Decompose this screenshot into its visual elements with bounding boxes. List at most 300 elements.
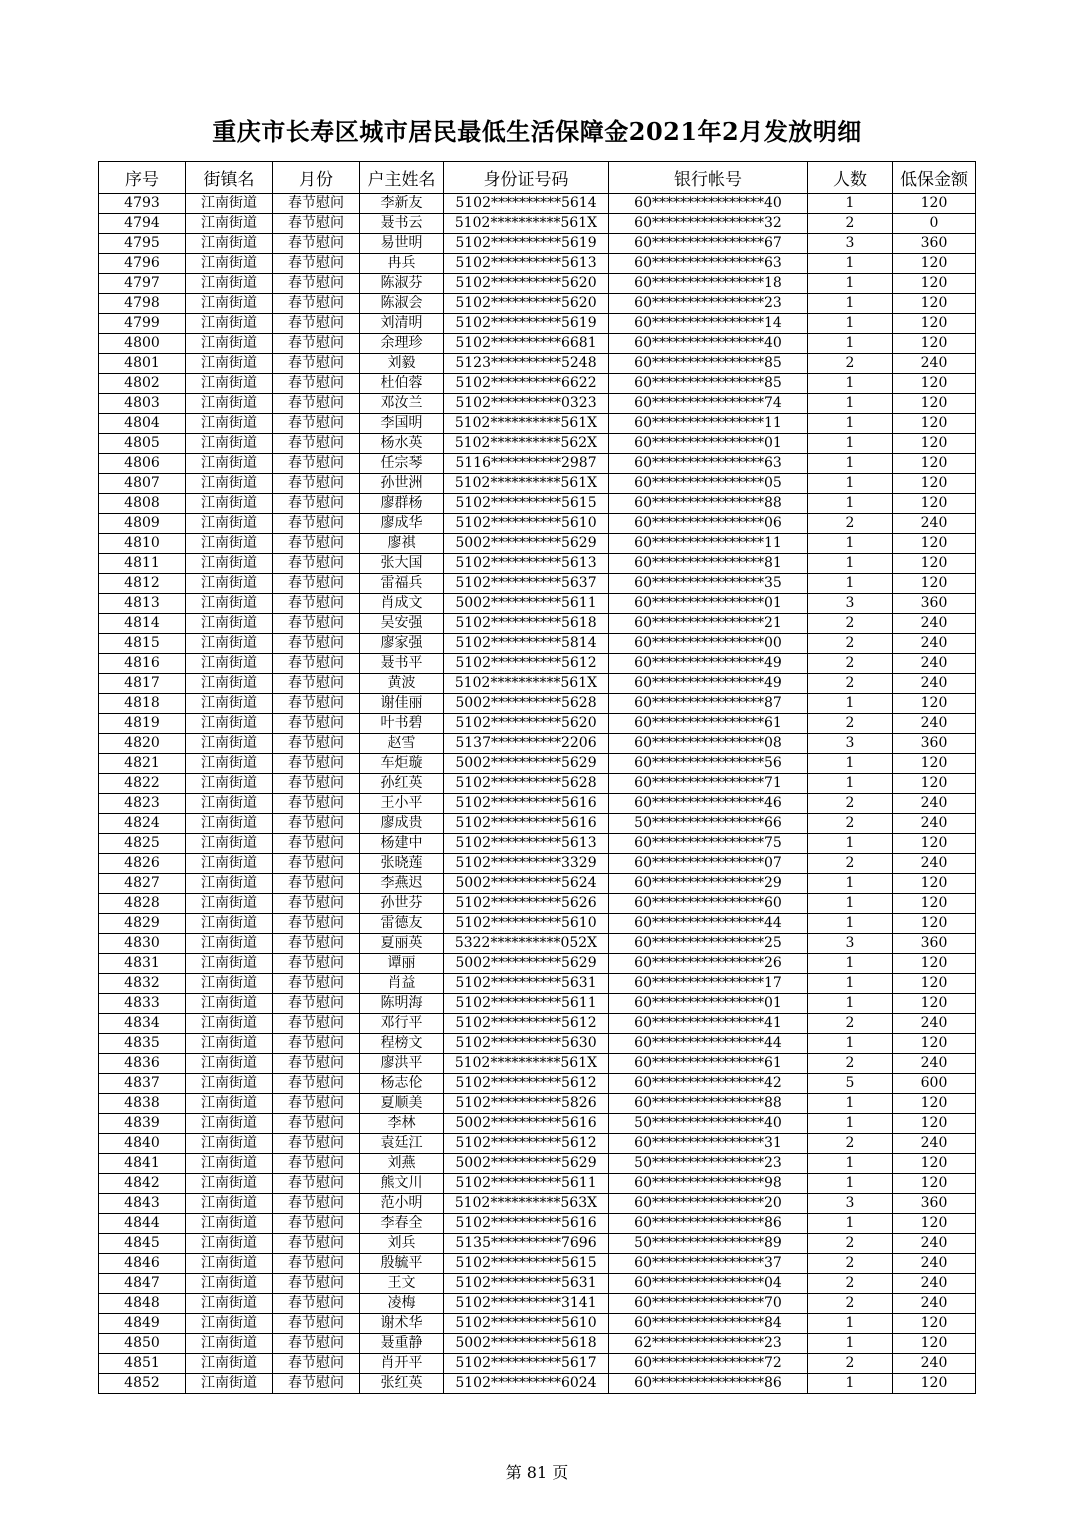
id-number-cell: 5322**********052X <box>444 934 609 954</box>
amount-cell: 120 <box>893 434 976 454</box>
householder-cell: 廖祺 <box>360 534 444 554</box>
street-cell: 江南街道 <box>186 394 273 414</box>
month-cell: 春节慰问 <box>273 734 360 754</box>
street-cell: 江南街道 <box>186 834 273 854</box>
amount-cell: 120 <box>893 414 976 434</box>
amount-cell: 240 <box>893 814 976 834</box>
people-count-cell: 2 <box>808 1014 893 1034</box>
street-cell: 江南街道 <box>186 334 273 354</box>
people-count-cell: 1 <box>808 1034 893 1054</box>
bank-account-cell: 60****************74 <box>609 394 808 414</box>
id-number-cell: 5102**********5611 <box>444 994 609 1014</box>
amount-cell: 120 <box>893 994 976 1014</box>
amount-cell: 120 <box>893 454 976 474</box>
amount-cell: 120 <box>893 274 976 294</box>
bank-account-cell: 50****************23 <box>609 1154 808 1174</box>
amount-cell: 120 <box>893 914 976 934</box>
amount-cell: 120 <box>893 374 976 394</box>
serial-cell: 4801 <box>99 354 186 374</box>
id-number-cell: 5002**********5629 <box>444 754 609 774</box>
bank-account-cell: 60****************56 <box>609 754 808 774</box>
street-cell: 江南街道 <box>186 1234 273 1254</box>
amount-cell: 120 <box>893 834 976 854</box>
month-cell: 春节慰问 <box>273 1274 360 1294</box>
people-count-cell: 1 <box>808 494 893 514</box>
householder-cell: 雷德友 <box>360 914 444 934</box>
people-count-cell: 2 <box>808 654 893 674</box>
column-header: 身份证号码 <box>444 162 609 194</box>
table-row <box>99 1354 976 1374</box>
month-cell: 春节慰问 <box>273 1194 360 1214</box>
bank-account-cell: 60****************88 <box>609 494 808 514</box>
id-number-cell: 5102**********561X <box>444 474 609 494</box>
column-header: 银行帐号 <box>609 162 808 194</box>
id-number-cell: 5002**********5628 <box>444 694 609 714</box>
people-count-cell: 1 <box>808 754 893 774</box>
amount-cell: 120 <box>893 774 976 794</box>
street-cell: 江南街道 <box>186 734 273 754</box>
street-cell: 江南街道 <box>186 594 273 614</box>
people-count-cell: 1 <box>808 1314 893 1334</box>
table-row <box>99 534 976 554</box>
table-row <box>99 1254 976 1274</box>
bank-account-cell: 60****************86 <box>609 1374 808 1394</box>
serial-cell: 4795 <box>99 234 186 254</box>
month-cell: 春节慰问 <box>273 354 360 374</box>
serial-cell: 4815 <box>99 634 186 654</box>
table-body <box>99 194 976 1394</box>
householder-cell: 叶书碧 <box>360 714 444 734</box>
bank-account-cell: 50****************66 <box>609 814 808 834</box>
street-cell: 江南街道 <box>186 1134 273 1154</box>
householder-cell: 邓汝兰 <box>360 394 444 414</box>
amount-cell: 240 <box>893 1354 976 1374</box>
amount-cell: 120 <box>893 494 976 514</box>
table-row <box>99 854 976 874</box>
amount-cell: 240 <box>893 794 976 814</box>
table-row <box>99 334 976 354</box>
month-cell: 春节慰问 <box>273 1334 360 1354</box>
householder-cell: 聂书云 <box>360 214 444 234</box>
month-cell: 春节慰问 <box>273 754 360 774</box>
amount-cell: 240 <box>893 1294 976 1314</box>
serial-cell: 4798 <box>99 294 186 314</box>
table-row <box>99 894 976 914</box>
id-number-cell: 5002**********5618 <box>444 1334 609 1354</box>
bank-account-cell: 60****************71 <box>609 774 808 794</box>
householder-cell: 肖开平 <box>360 1354 444 1374</box>
bank-account-cell: 60****************85 <box>609 354 808 374</box>
month-cell: 春节慰问 <box>273 514 360 534</box>
serial-cell: 4846 <box>99 1254 186 1274</box>
people-count-cell: 3 <box>808 734 893 754</box>
people-count-cell: 3 <box>808 594 893 614</box>
table-row <box>99 794 976 814</box>
bank-account-cell: 60****************49 <box>609 674 808 694</box>
serial-cell: 4840 <box>99 1134 186 1154</box>
id-number-cell: 5102**********561X <box>444 214 609 234</box>
month-cell: 春节慰问 <box>273 1134 360 1154</box>
table-row <box>99 594 976 614</box>
amount-cell: 240 <box>893 854 976 874</box>
bank-account-cell: 60****************40 <box>609 334 808 354</box>
people-count-cell: 1 <box>808 574 893 594</box>
people-count-cell: 3 <box>808 934 893 954</box>
table-row <box>99 734 976 754</box>
id-number-cell: 5102**********5620 <box>444 294 609 314</box>
bank-account-cell: 60****************84 <box>609 1314 808 1334</box>
page-number: 第 81 页 <box>505 1463 569 1482</box>
table-row <box>99 1294 976 1314</box>
id-number-cell: 5137**********2206 <box>444 734 609 754</box>
month-cell: 春节慰问 <box>273 254 360 274</box>
month-cell: 春节慰问 <box>273 834 360 854</box>
householder-cell: 吴安强 <box>360 614 444 634</box>
id-number-cell: 5102**********5614 <box>444 194 609 214</box>
householder-cell: 车炬璇 <box>360 754 444 774</box>
street-cell: 江南街道 <box>186 494 273 514</box>
id-number-cell: 5102**********5620 <box>444 714 609 734</box>
bank-account-cell: 60****************63 <box>609 254 808 274</box>
serial-cell: 4794 <box>99 214 186 234</box>
street-cell: 江南街道 <box>186 1194 273 1214</box>
people-count-cell: 1 <box>808 294 893 314</box>
street-cell: 江南街道 <box>186 934 273 954</box>
amount-cell: 120 <box>893 574 976 594</box>
id-number-cell: 5102**********5814 <box>444 634 609 654</box>
householder-cell: 廖家强 <box>360 634 444 654</box>
street-cell: 江南街道 <box>186 914 273 934</box>
serial-cell: 4825 <box>99 834 186 854</box>
bank-account-cell: 60****************00 <box>609 634 808 654</box>
month-cell: 春节慰问 <box>273 794 360 814</box>
people-count-cell: 1 <box>808 254 893 274</box>
month-cell: 春节慰问 <box>273 654 360 674</box>
bank-account-cell: 60****************26 <box>609 954 808 974</box>
id-number-cell: 5123**********5248 <box>444 354 609 374</box>
table-row <box>99 974 976 994</box>
id-number-cell: 5102**********6622 <box>444 374 609 394</box>
id-number-cell: 5102**********5620 <box>444 274 609 294</box>
amount-cell: 120 <box>893 1314 976 1334</box>
serial-cell: 4802 <box>99 374 186 394</box>
bank-account-cell: 50****************40 <box>609 1114 808 1134</box>
month-cell: 春节慰问 <box>273 1154 360 1174</box>
people-count-cell: 2 <box>808 1294 893 1314</box>
month-cell: 春节慰问 <box>273 814 360 834</box>
table-row <box>99 314 976 334</box>
bank-account-cell: 60****************46 <box>609 794 808 814</box>
people-count-cell: 1 <box>808 954 893 974</box>
id-number-cell: 5102**********3329 <box>444 854 609 874</box>
street-cell: 江南街道 <box>186 1074 273 1094</box>
street-cell: 江南街道 <box>186 654 273 674</box>
serial-cell: 4828 <box>99 894 186 914</box>
table-row <box>99 674 976 694</box>
id-number-cell: 5102**********3141 <box>444 1294 609 1314</box>
table-row <box>99 214 976 234</box>
id-number-cell: 5102**********563X <box>444 1194 609 1214</box>
householder-cell: 雷福兵 <box>360 574 444 594</box>
bank-account-cell: 60****************40 <box>609 194 808 214</box>
id-number-cell: 5102**********0323 <box>444 394 609 414</box>
payment-table <box>98 161 976 1394</box>
serial-cell: 4822 <box>99 774 186 794</box>
householder-cell: 李燕迟 <box>360 874 444 894</box>
street-cell: 江南街道 <box>186 374 273 394</box>
table-row <box>99 774 976 794</box>
householder-cell: 刘清明 <box>360 314 444 334</box>
bank-account-cell: 60****************04 <box>609 1274 808 1294</box>
table-row <box>99 294 976 314</box>
householder-cell: 任宗琴 <box>360 454 444 474</box>
serial-cell: 4826 <box>99 854 186 874</box>
people-count-cell: 1 <box>808 1334 893 1354</box>
month-cell: 春节慰问 <box>273 774 360 794</box>
householder-cell: 张晓莲 <box>360 854 444 874</box>
month-cell: 春节慰问 <box>273 274 360 294</box>
street-cell: 江南街道 <box>186 814 273 834</box>
month-cell: 春节慰问 <box>273 634 360 654</box>
id-number-cell: 5102**********5631 <box>444 1274 609 1294</box>
people-count-cell: 1 <box>808 414 893 434</box>
people-count-cell: 2 <box>808 714 893 734</box>
table-row <box>99 1174 976 1194</box>
bank-account-cell: 60****************49 <box>609 654 808 674</box>
serial-cell: 4845 <box>99 1234 186 1254</box>
id-number-cell: 5002**********5629 <box>444 954 609 974</box>
street-cell: 江南街道 <box>186 1254 273 1274</box>
bank-account-cell: 60****************88 <box>609 1094 808 1114</box>
month-cell: 春节慰问 <box>273 374 360 394</box>
id-number-cell: 5102**********562X <box>444 434 609 454</box>
id-number-cell: 5102**********5618 <box>444 614 609 634</box>
householder-cell: 聂书平 <box>360 654 444 674</box>
householder-cell: 陈明海 <box>360 994 444 1014</box>
month-cell: 春节慰问 <box>273 1354 360 1374</box>
householder-cell: 凌梅 <box>360 1294 444 1314</box>
amount-cell: 120 <box>893 894 976 914</box>
column-header: 户主姓名 <box>360 162 444 194</box>
month-cell: 春节慰问 <box>273 954 360 974</box>
amount-cell: 120 <box>893 874 976 894</box>
id-number-cell: 5102**********5613 <box>444 554 609 574</box>
householder-cell: 李国明 <box>360 414 444 434</box>
serial-cell: 4797 <box>99 274 186 294</box>
amount-cell: 120 <box>893 1374 976 1394</box>
bank-account-cell: 60****************25 <box>609 934 808 954</box>
householder-cell: 谢术华 <box>360 1314 444 1334</box>
street-cell: 江南街道 <box>186 554 273 574</box>
serial-cell: 4851 <box>99 1354 186 1374</box>
id-number-cell: 5102**********5619 <box>444 314 609 334</box>
serial-cell: 4823 <box>99 794 186 814</box>
serial-cell: 4842 <box>99 1174 186 1194</box>
amount-cell: 240 <box>893 654 976 674</box>
serial-cell: 4808 <box>99 494 186 514</box>
id-number-cell: 5002**********5629 <box>444 534 609 554</box>
month-cell: 春节慰问 <box>273 594 360 614</box>
id-number-cell: 5102**********5612 <box>444 1014 609 1034</box>
street-cell: 江南街道 <box>186 414 273 434</box>
month-cell: 春节慰问 <box>273 1174 360 1194</box>
street-cell: 江南街道 <box>186 994 273 1014</box>
table-row <box>99 1054 976 1074</box>
table-row <box>99 474 976 494</box>
street-cell: 江南街道 <box>186 614 273 634</box>
people-count-cell: 1 <box>808 1214 893 1234</box>
street-cell: 江南街道 <box>186 314 273 334</box>
amount-cell: 360 <box>893 734 976 754</box>
householder-cell: 孙红英 <box>360 774 444 794</box>
bank-account-cell: 60****************07 <box>609 854 808 874</box>
serial-cell: 4848 <box>99 1294 186 1314</box>
householder-cell: 王小平 <box>360 794 444 814</box>
householder-cell: 聂重静 <box>360 1334 444 1354</box>
id-number-cell: 5102**********6681 <box>444 334 609 354</box>
table-row <box>99 1034 976 1054</box>
month-cell: 春节慰问 <box>273 1114 360 1134</box>
month-cell: 春节慰问 <box>273 214 360 234</box>
id-number-cell: 5102**********5626 <box>444 894 609 914</box>
month-cell: 春节慰问 <box>273 474 360 494</box>
people-count-cell: 1 <box>808 554 893 574</box>
month-cell: 春节慰问 <box>273 1314 360 1334</box>
month-cell: 春节慰问 <box>273 1054 360 1074</box>
street-cell: 江南街道 <box>186 1334 273 1354</box>
street-cell: 江南街道 <box>186 214 273 234</box>
street-cell: 江南街道 <box>186 454 273 474</box>
table-row <box>99 554 976 574</box>
table-row <box>99 454 976 474</box>
id-number-cell: 5102**********5616 <box>444 794 609 814</box>
householder-cell: 袁廷江 <box>360 1134 444 1154</box>
bank-account-cell: 60****************70 <box>609 1294 808 1314</box>
street-cell: 江南街道 <box>186 354 273 374</box>
householder-cell: 廖群杨 <box>360 494 444 514</box>
street-cell: 江南街道 <box>186 854 273 874</box>
bank-account-cell: 60****************85 <box>609 374 808 394</box>
table-row <box>99 354 976 374</box>
serial-cell: 4804 <box>99 414 186 434</box>
table-row <box>99 394 976 414</box>
people-count-cell: 1 <box>808 874 893 894</box>
street-cell: 江南街道 <box>186 1314 273 1334</box>
householder-cell: 王文 <box>360 1274 444 1294</box>
street-cell: 江南街道 <box>186 634 273 654</box>
street-cell: 江南街道 <box>186 1054 273 1074</box>
people-count-cell: 2 <box>808 1274 893 1294</box>
table-row <box>99 1154 976 1174</box>
householder-cell: 张大国 <box>360 554 444 574</box>
amount-cell: 240 <box>893 354 976 374</box>
bank-account-cell: 60****************05 <box>609 474 808 494</box>
householder-cell: 陈淑会 <box>360 294 444 314</box>
bank-account-cell: 60****************37 <box>609 1254 808 1274</box>
people-count-cell: 5 <box>808 1074 893 1094</box>
serial-cell: 4812 <box>99 574 186 594</box>
bank-account-cell: 60****************61 <box>609 714 808 734</box>
people-count-cell: 2 <box>808 814 893 834</box>
people-count-cell: 3 <box>808 1194 893 1214</box>
people-count-cell: 2 <box>808 614 893 634</box>
householder-cell: 熊文川 <box>360 1174 444 1194</box>
people-count-cell: 1 <box>808 1114 893 1134</box>
householder-cell: 刘兵 <box>360 1234 444 1254</box>
table-row <box>99 1374 976 1394</box>
id-number-cell: 5135**********7696 <box>444 1234 609 1254</box>
id-number-cell: 5102**********561X <box>444 674 609 694</box>
id-number-cell: 5102**********5613 <box>444 834 609 854</box>
month-cell: 春节慰问 <box>273 1034 360 1054</box>
serial-cell: 4843 <box>99 1194 186 1214</box>
table-row <box>99 1074 976 1094</box>
amount-cell: 240 <box>893 1014 976 1034</box>
serial-cell: 4834 <box>99 1014 186 1034</box>
serial-cell: 4844 <box>99 1214 186 1234</box>
id-number-cell: 5102**********5826 <box>444 1094 609 1114</box>
householder-cell: 谭丽 <box>360 954 444 974</box>
householder-cell: 刘毅 <box>360 354 444 374</box>
amount-cell: 120 <box>893 694 976 714</box>
householder-cell: 孙世芬 <box>360 894 444 914</box>
table-row <box>99 1014 976 1034</box>
people-count-cell: 1 <box>808 994 893 1014</box>
amount-cell: 120 <box>893 334 976 354</box>
month-cell: 春节慰问 <box>273 294 360 314</box>
id-number-cell: 5102**********5610 <box>444 1314 609 1334</box>
id-number-cell: 5102**********5611 <box>444 1174 609 1194</box>
table-row <box>99 1314 976 1334</box>
serial-cell: 4814 <box>99 614 186 634</box>
street-cell: 江南街道 <box>186 1374 273 1394</box>
month-cell: 春节慰问 <box>273 1074 360 1094</box>
serial-cell: 4849 <box>99 1314 186 1334</box>
table-row <box>99 994 976 1014</box>
id-number-cell: 5102**********5610 <box>444 914 609 934</box>
table-row <box>99 574 976 594</box>
serial-cell: 4850 <box>99 1334 186 1354</box>
table-row <box>99 914 976 934</box>
month-cell: 春节慰问 <box>273 1254 360 1274</box>
bank-account-cell: 60****************01 <box>609 434 808 454</box>
amount-cell: 240 <box>893 1234 976 1254</box>
amount-cell: 360 <box>893 1194 976 1214</box>
amount-cell: 120 <box>893 394 976 414</box>
people-count-cell: 2 <box>808 1254 893 1274</box>
street-cell: 江南街道 <box>186 1034 273 1054</box>
people-count-cell: 1 <box>808 1094 893 1114</box>
people-count-cell: 2 <box>808 1354 893 1374</box>
serial-cell: 4839 <box>99 1114 186 1134</box>
id-number-cell: 5102**********5628 <box>444 774 609 794</box>
id-number-cell: 5002**********5624 <box>444 874 609 894</box>
id-number-cell: 5102**********5616 <box>444 814 609 834</box>
serial-cell: 4799 <box>99 314 186 334</box>
people-count-cell: 1 <box>808 334 893 354</box>
bank-account-cell: 60****************61 <box>609 1054 808 1074</box>
amount-cell: 120 <box>893 194 976 214</box>
street-cell: 江南街道 <box>186 754 273 774</box>
amount-cell: 120 <box>893 1214 976 1234</box>
amount-cell: 120 <box>893 754 976 774</box>
people-count-cell: 1 <box>808 914 893 934</box>
table-row <box>99 874 976 894</box>
serial-cell: 4838 <box>99 1094 186 1114</box>
bank-account-cell: 60****************98 <box>609 1174 808 1194</box>
householder-cell: 杨建中 <box>360 834 444 854</box>
bank-account-cell: 60****************44 <box>609 914 808 934</box>
